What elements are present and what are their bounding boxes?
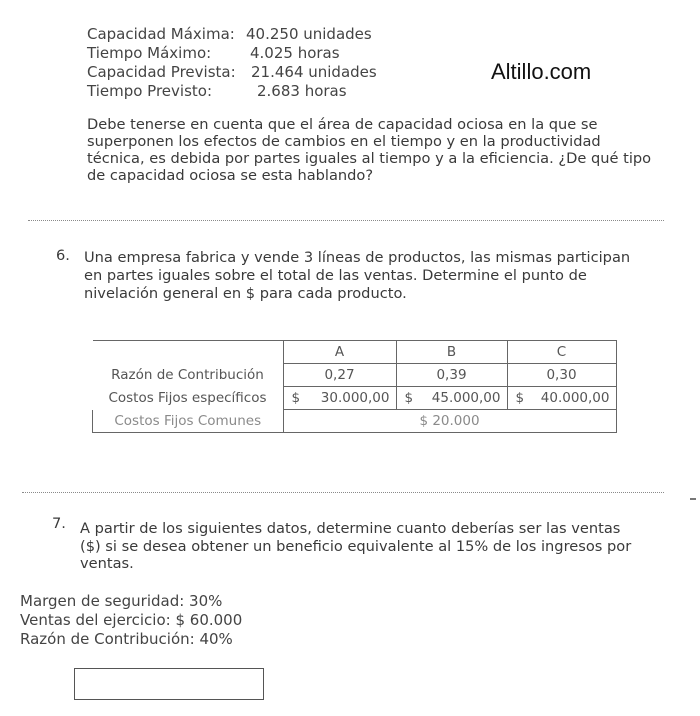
table-header-row [93, 341, 617, 364]
data-line: Ventas del ejercicio: $ 60.000 [20, 611, 243, 629]
products-table [92, 340, 617, 433]
paragraph-line: de capacidad ociosa se esta hablando? [87, 167, 374, 184]
currency-symbol: $ [404, 390, 414, 406]
paragraph-line: superponen los efectos de cambios en el tiempo y en la productividad [87, 133, 601, 150]
edge-mark [690, 498, 696, 500]
table-row [93, 364, 617, 387]
question-line: en partes iguales sobre el total de las ventas. Determine el punto de [84, 267, 587, 284]
question-number: 7. [52, 515, 66, 532]
amount: 30.000,00 [320, 390, 390, 406]
stat-capacidad-maxima [87, 25, 372, 44]
table-cell [507, 387, 616, 410]
row-label: Costos Fijos Comunes [93, 410, 284, 433]
stat-capacidad-prevista [87, 63, 377, 82]
table-header-cell: B [396, 341, 507, 364]
data-line: Razón de Contribución: 40% [20, 630, 233, 648]
stat-value: 40.250 unidades [246, 25, 372, 43]
paragraph-line: técnica, es debida por partes iguales al tiempo y a la eficiencia. ¿De qué tipo [87, 150, 652, 167]
table-cell [283, 387, 396, 410]
row-label: Costos Fijos específicos [93, 387, 284, 410]
question-line: nivelación general en $ para cada producto. [84, 285, 407, 302]
paragraph-line: Debe tenerse en cuenta que el área de capacidad ociosa en la que se [87, 116, 598, 133]
currency-symbol: $ [291, 390, 301, 406]
stat-value: 2.683 horas [257, 82, 347, 100]
question-line: Una empresa fabrica y vende 3 líneas de productos, las mismas participan [84, 249, 631, 266]
stat-value: 21.464 unidades [251, 63, 377, 81]
table-cell: 0,39 [396, 364, 507, 387]
stat-tiempo-maximo [87, 44, 340, 63]
table-cell-common: $ 20.000 [283, 410, 616, 433]
table-cell: 0,27 [283, 364, 396, 387]
stat-value: 4.025 horas [250, 44, 340, 62]
table-header-cell: A [283, 341, 396, 364]
table-cell: 0,30 [507, 364, 616, 387]
watermark: Altillo.com [491, 59, 592, 84]
stat-label: Capacidad Prevista: [87, 63, 236, 81]
question-number: 6. [56, 247, 70, 264]
answer-box [74, 668, 264, 700]
dotted-separator [22, 492, 664, 493]
currency-symbol: $ [515, 390, 525, 406]
stat-label: Tiempo Máximo: [87, 44, 212, 62]
table-row [93, 410, 617, 433]
table-header-cell: C [507, 341, 616, 364]
question-line: ventas. [80, 555, 134, 572]
amount: 40.000,00 [540, 390, 610, 406]
question-line: A partir de los siguientes datos, determine cuanto deberías ser las ventas [80, 520, 621, 537]
table-corner-cell [93, 341, 284, 364]
table-row [93, 387, 617, 410]
table-cell [396, 387, 507, 410]
dotted-separator [28, 220, 664, 221]
amount: 45.000,00 [431, 390, 501, 406]
stat-label: Tiempo Previsto: [87, 82, 212, 100]
row-label: Razón de Contribución [93, 364, 284, 387]
stat-label: Capacidad Máxima: [87, 25, 235, 43]
stat-tiempo-previsto [87, 82, 347, 101]
question-line: ($) si se desea obtener un beneficio equivalente al 15% de los ingresos por [80, 538, 632, 555]
data-line: Margen de seguridad: 30% [20, 592, 223, 610]
